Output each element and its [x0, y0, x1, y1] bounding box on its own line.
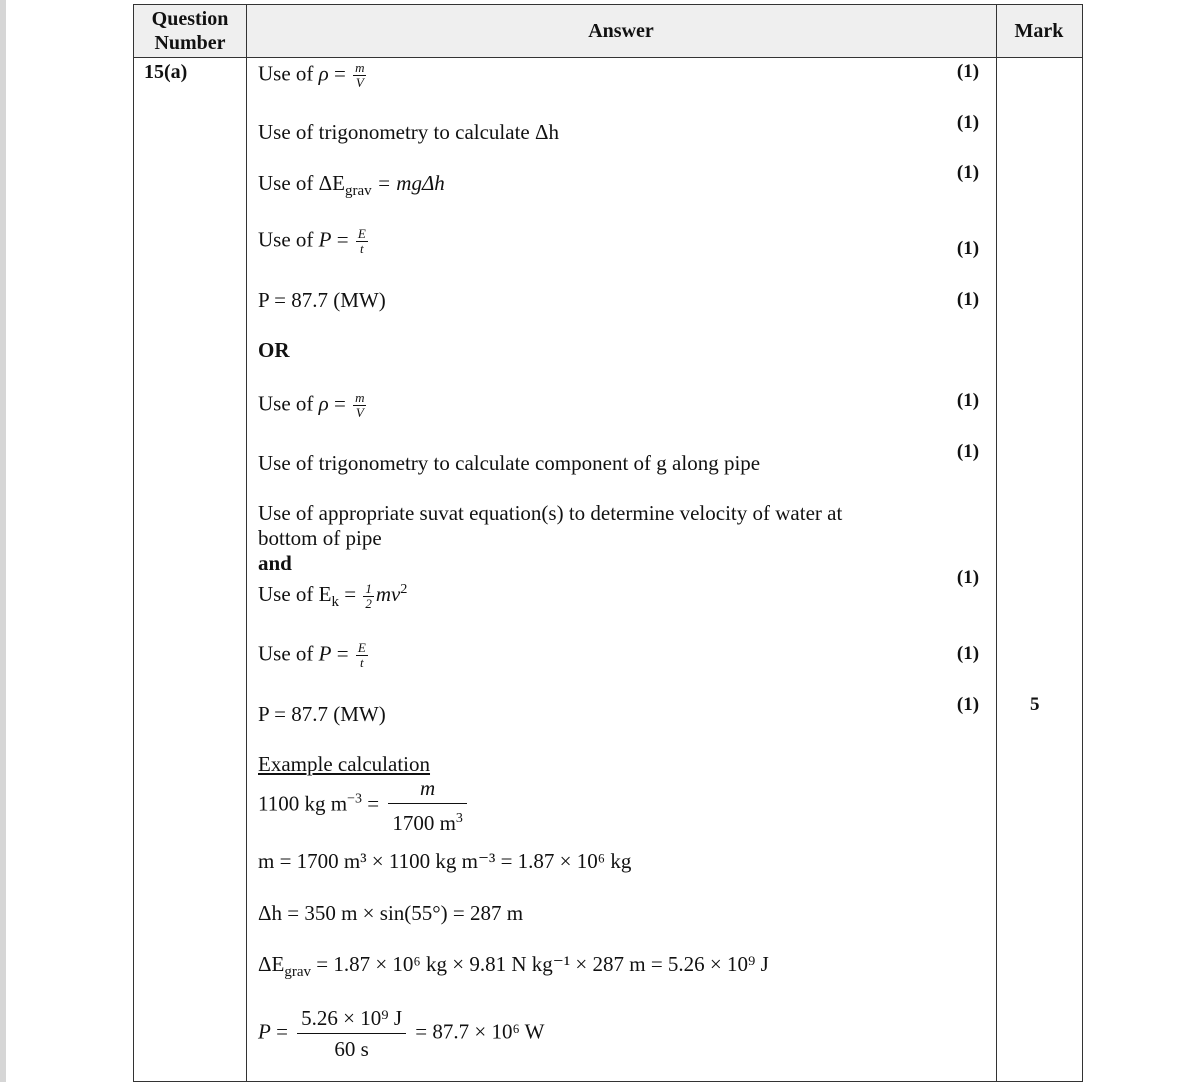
mark-1: (1): [956, 694, 980, 715]
answer-line-egrav: Use of $\Delta E_{grav} = mg\Delta h$: [258, 171, 445, 200]
and-label: and: [258, 551, 292, 575]
answer-line-trig-g: Use of trigonometry to calculate component of g along pipe: [258, 451, 761, 475]
header-question-number: Question Number: [151, 8, 229, 54]
mark-1: (1): [956, 238, 980, 259]
column-divider: [246, 5, 247, 1082]
total-mark: 5: [1030, 694, 1040, 715]
or-label: OR: [258, 338, 290, 362]
example-power-line: P = $\frac{\text{5.26 × 10⁹ J}}{60 s}$ = 87.7 × 10⁶ W: [258, 1003, 544, 1064]
mark-1: (1): [956, 112, 980, 133]
answer-line-ek: Use of $E_k$ = $\frac{1}{2}$ $mv^2$: [258, 580, 408, 611]
mark-1: (1): [956, 289, 980, 310]
header-answer: Answer: [588, 20, 654, 42]
mark-1: (1): [956, 643, 980, 664]
answer-line-power-alt: Use of P = $\frac{E}{t}$: [258, 640, 366, 670]
example-density-equation: 1100 kg $m^{-3}$ = $\frac{m}{1700 m^3}$: [258, 773, 471, 838]
answer-line-result-alt: P = 87.7 (MW): [258, 702, 386, 726]
header-mark: Mark: [1014, 20, 1064, 42]
example-mass-line: m = 1700 m³ × 1100 kg m⁻³ = 1.87 × 10⁶ kg: [258, 849, 632, 873]
mark-1: (1): [956, 61, 980, 82]
question-number: 15(a): [144, 61, 188, 83]
mark-1: (1): [956, 441, 980, 462]
answer-line-suvat-2: bottom of pipe: [258, 526, 382, 550]
mark-scheme-table: [133, 4, 1083, 1082]
mark-1: (1): [956, 162, 980, 183]
answer-line-power: Use of P = $\frac{E}{t}$: [258, 226, 366, 256]
example-dh-line: Δh = 350 m × sin(55°) = 287 m: [258, 901, 524, 925]
column-divider: [996, 5, 997, 1082]
mark-1: (1): [956, 390, 980, 411]
example-title: Example calculation: [258, 752, 431, 776]
answer-line-density-alt: Use of ρ = $\frac{m}{V}$: [258, 390, 365, 420]
answer-line-trig: Use of trigonometry to calculate Δh: [258, 120, 559, 144]
answer-line-suvat-1: Use of appropriate suvat equation(s) to determine velocity of water at: [258, 501, 843, 525]
left-scrollbar-strip: [0, 0, 6, 1082]
mark-1: (1): [956, 567, 980, 588]
answer-line-density: Use of ρ = $\frac{m}{V}$: [258, 60, 365, 90]
example-egrav-line: $\Delta E_{grav} = 1.87 \times 10^6$ kg × 9.81 N kg⁻¹ × 287 m = 5.26 × 10⁹ J: [258, 952, 769, 981]
answer-line-result: P = 87.7 (MW): [258, 288, 386, 312]
